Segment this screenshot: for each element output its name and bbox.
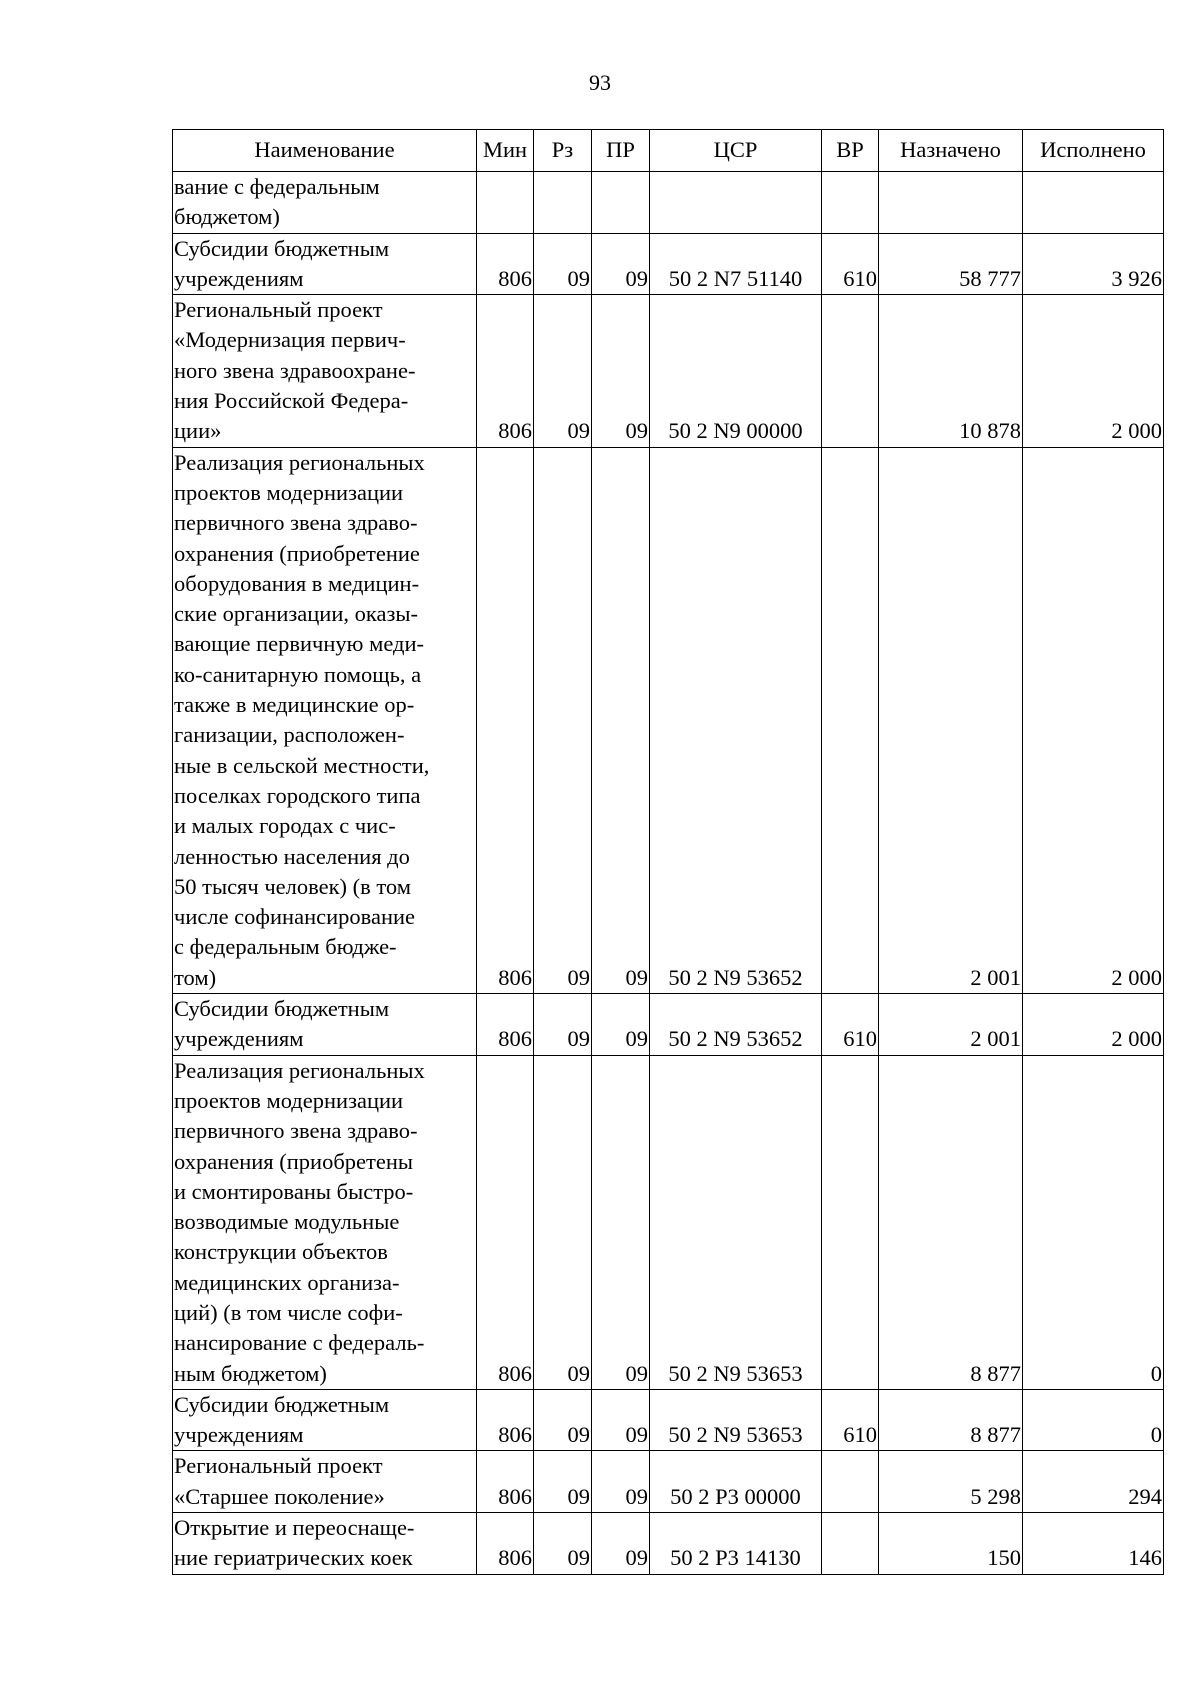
cell-assigned: 8 877: [879, 1389, 1023, 1451]
row-name-text: Реализация региональных проектов модернизации первичного звена здраво- охранения (приобретение оборудования в медицин- ские организации, оказы- вающие первичную меди- ко-санитарную помощь, а также в медицинские ор- ганизации, расположен- ные в сельской местности, поселках городского типа и малых городах с чис- ленностью населения до 50 тысяч человек) (в том числе софинансирование с федеральным бюдже- том): [174, 449, 430, 990]
cell-csr: 50 2 N9 00000: [650, 295, 822, 447]
cell-min: 806: [477, 1055, 534, 1389]
cell-rz: 09: [534, 1513, 592, 1575]
cell-csr: [650, 172, 822, 234]
cell-executed: 0: [1023, 1389, 1164, 1451]
cell-csr: 50 2 N9 53652: [650, 447, 822, 993]
cell-name: [173, 1055, 477, 1389]
column-header-name: Наименование: [173, 130, 477, 172]
cell-csr: 50 2 N9 53652: [650, 994, 822, 1056]
cell-pr: 09: [592, 233, 650, 295]
cell-min: 806: [477, 233, 534, 295]
cell-vr: [822, 295, 879, 447]
cell-assigned: [879, 172, 1023, 234]
row-name-text: Субсидии бюджетным учреждениям: [174, 1391, 390, 1448]
cell-pr: 09: [592, 447, 650, 993]
cell-rz: 09: [534, 1389, 592, 1451]
row-name-text: Открытие и переоснаще- ние гериатрических коек: [174, 1515, 415, 1571]
column-header-min: Мин: [477, 130, 534, 172]
cell-vr: [822, 447, 879, 993]
table-row: [173, 1389, 1164, 1451]
table-row: [173, 1055, 1164, 1389]
cell-vr: [822, 1513, 879, 1575]
cell-csr: 50 2 N9 53653: [650, 1055, 822, 1389]
cell-assigned: 150: [879, 1513, 1023, 1575]
row-name-text: Субсидии бюджетным учреждениям: [174, 235, 390, 291]
table-header-row: [173, 130, 1164, 172]
table-row: [173, 295, 1164, 447]
cell-assigned: 2 001: [879, 994, 1023, 1056]
cell-pr: [592, 172, 650, 234]
cell-executed: 0: [1023, 1055, 1164, 1389]
cell-name: [173, 1513, 477, 1575]
table-row: [173, 233, 1164, 295]
cell-csr: 50 2 N9 53653: [650, 1389, 822, 1451]
cell-pr: 09: [592, 1513, 650, 1575]
cell-executed: 2 000: [1023, 295, 1164, 447]
cell-name: [173, 295, 477, 447]
cell-assigned: 5 298: [879, 1451, 1023, 1513]
table-row: [173, 994, 1164, 1056]
row-name-text: вание с федеральным бюджетом): [174, 174, 380, 230]
cell-rz: 09: [534, 1055, 592, 1389]
cell-rz: 09: [534, 295, 592, 447]
column-header-vr: ВР: [822, 130, 879, 172]
table-row: [173, 447, 1164, 993]
column-header-executed: Исполнено: [1023, 130, 1164, 172]
cell-rz: 09: [534, 1451, 592, 1513]
cell-assigned: 58 777: [879, 233, 1023, 295]
cell-executed: 294: [1023, 1451, 1164, 1513]
cell-assigned: 2 001: [879, 447, 1023, 993]
cell-min: 806: [477, 1513, 534, 1575]
cell-min: 806: [477, 1451, 534, 1513]
cell-name: [173, 1451, 477, 1513]
cell-name: [173, 1389, 477, 1451]
cell-min: [477, 172, 534, 234]
table-row: [173, 172, 1164, 234]
table-row: [173, 1513, 1164, 1575]
cell-pr: 09: [592, 994, 650, 1056]
cell-rz: 09: [534, 994, 592, 1056]
row-name-text: Региональный проект «Модернизация первич- ного звена здравоохране- ния Российской Федера- ции»: [174, 297, 416, 444]
cell-executed: [1023, 172, 1164, 234]
cell-pr: 09: [592, 295, 650, 447]
cell-min: 806: [477, 1389, 534, 1451]
row-name-text: Региональный проект «Старшее поколение»: [174, 1453, 385, 1509]
cell-name: [173, 994, 477, 1056]
cell-assigned: 8 877: [879, 1055, 1023, 1389]
cell-name: [173, 172, 477, 234]
table-body: [173, 172, 1164, 1575]
cell-rz: 09: [534, 233, 592, 295]
cell-rz: [534, 172, 592, 234]
cell-csr: 50 2 P3 00000: [650, 1451, 822, 1513]
cell-name: [173, 233, 477, 295]
cell-csr: 50 2 P3 14130: [650, 1513, 822, 1575]
column-header-pr: ПР: [592, 130, 650, 172]
cell-executed: 146: [1023, 1513, 1164, 1575]
cell-csr: 50 2 N7 51140: [650, 233, 822, 295]
budget-table: [172, 129, 1164, 1575]
cell-min: 806: [477, 295, 534, 447]
table-row: [173, 1451, 1164, 1513]
cell-rz: 09: [534, 447, 592, 993]
cell-pr: 09: [592, 1055, 650, 1389]
column-header-assigned: Назначено: [879, 130, 1023, 172]
cell-executed: 2 000: [1023, 447, 1164, 993]
cell-executed: 3 926: [1023, 233, 1164, 295]
cell-min: 806: [477, 447, 534, 993]
cell-pr: 09: [592, 1389, 650, 1451]
cell-vr: 610: [822, 1389, 879, 1451]
page-number: 93: [589, 70, 611, 95]
cell-name: [173, 447, 477, 993]
cell-vr: [822, 1055, 879, 1389]
cell-executed: 2 000: [1023, 994, 1164, 1056]
cell-min: 806: [477, 994, 534, 1056]
row-name-text: Субсидии бюджетным учреждениям: [174, 996, 390, 1052]
cell-vr: 610: [822, 994, 879, 1056]
cell-assigned: 10 878: [879, 295, 1023, 447]
column-header-rz: Рз: [534, 130, 592, 172]
row-name-text: Реализация региональных проектов модернизации первичного звена здраво- охранения (приобретены и смонтированы быстро- возводимые модульные конструкции объектов медицинских организа- ций) (в том числе софи- нансирование с федераль- ным бюджетом): [174, 1057, 425, 1386]
cell-pr: 09: [592, 1451, 650, 1513]
column-header-csr: ЦСР: [650, 130, 822, 172]
cell-vr: [822, 172, 879, 234]
cell-vr: 610: [822, 233, 879, 295]
cell-vr: [822, 1451, 879, 1513]
